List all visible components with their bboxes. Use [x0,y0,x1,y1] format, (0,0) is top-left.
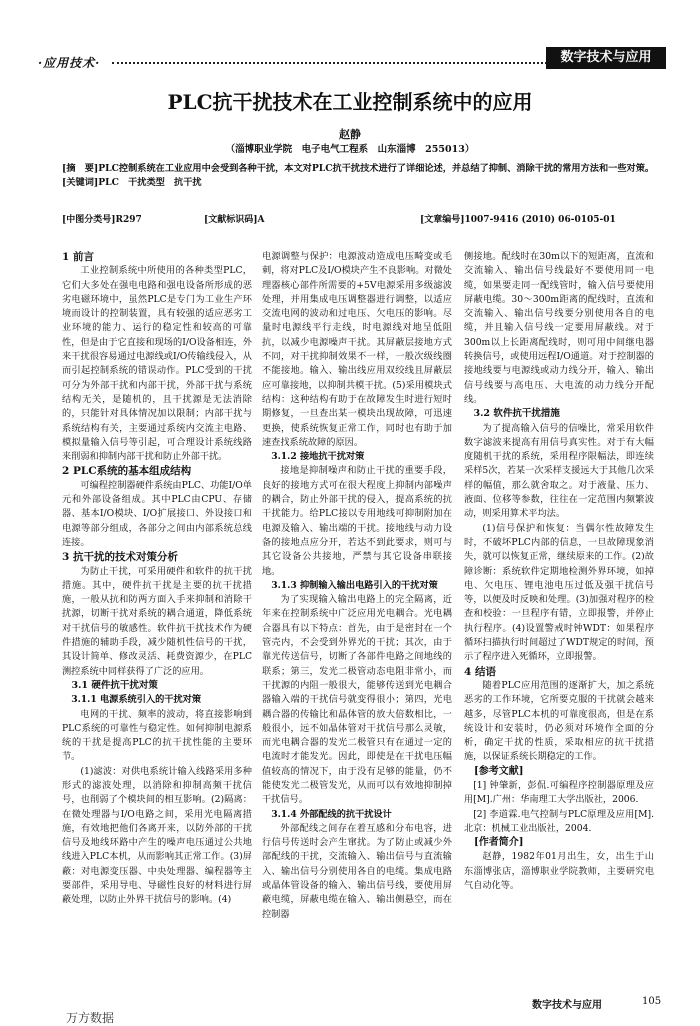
paragraph: (1)滤波：对供电系统计输入线路采用多种形式的滤波处理，以消除和抑制高频干扰信号，也削弱了个模块间的相互影响。(2)隔离：在微处理器与I/O电路之间，采用光电隔离措施，有效地把他们各离开来，以防外部的干扰信号及地线环路中产生的噪声电压通过公共地线进入PLC本机，从而影响其正常工作。(3)屏蔽：对电源变压器、中央处理器、编程器等主要部件，采用导电、导磁性良好的材料进行屏蔽处理，以防止外界干扰信号的影响。(4) [62,765,252,906]
heading-io-circuit: 3.1.3 抑制输入输出电路引入的干扰对策 [271,579,438,591]
paragraph: 侧接地。配线时在30m以下的短距离，直流和交流输入、输出信号线最好不要使用同一电缆，如果要走同一配线管时，输入信号要使用屏蔽电缆。30～300m距离的配线时，直流和交流输入、输出信号线要分别使用各自的电缆，并且输入信号线一定要用屏蔽线。对于300m以上长距离配线时，则可用中间继电器转换信号，或使用远程I/O通道。对于控制器的接地线要与电源线或动力线分开，输入、输出信号线要与高电压、大电流的动力线分开配线。 [464,251,654,405]
reference-item: [2] 李道霖.电气控制与PLC原理及应用[M].北京：机械工业出版社，2004. [464,808,654,834]
abstract-text: [摘 要]PLC控制系统在工业应用中会受到各种干扰，本文对PLC抗干扰技术进行了详细论述，并总结了抑制、消除干扰的常用方法和一些对策。 [62,163,655,174]
heading-hardware: 3.1 硬件抗干扰对策 [71,679,158,691]
heading-conclusion: 4 结语 [464,665,496,678]
paragraph: 外部配线之间存在着互感和分布电容，进行信号传送时会产生窜扰。为了防止或减少外部配线的干扰，交流输入、输出信号与直流输入、输出信号分别使用各自的电缆。集成电路或晶体管设备的输入、输出信号线，要使用屏蔽电缆，屏蔽电缆在输入、输出侧悬空，而在控制器 [262,822,452,920]
paragraph: 电网的干扰、频率的波动，将直接影响到PLC系统的可靠性与稳定性。如何抑制电源系统的干扰是提高PLC的抗干扰性能的主要环节。 [62,708,252,763]
reference-item: [1] 钟肇新，彭侃.可编程序控制器原理及应用[M].广州：华南理工大学出版社，2006. [464,779,654,806]
column-1 [62,250,252,908]
footer-journal: 数字技术与应用 [532,1000,602,1011]
watermark: 万方数据 [66,1011,115,1025]
article-number: [文章编号]1007-9416 (2010) 06-0105-01 [420,215,616,225]
heading-power-supply: 3.1.1 电源系统引入的干扰对策 [71,694,202,706]
paper-title: PLC抗干扰技术在工业控制系统中的应用 [167,90,533,114]
affiliation: （淄博职业学院 电子电气工程系 山东淄博 255013） [225,144,475,155]
heading-grounding: 3.1.2 接地抗干扰对策 [271,451,365,463]
abstract [62,162,660,190]
page-number: 105 [642,996,662,1007]
paragraph: 随着PLC应用范围的逐渐扩大，加之系统恶劣的工作环境，它所要克服的干扰就会越来越多，尽管PLC本机的可靠度很高，但是在系统设计和安装时，仍必须对环境作全面的分析，确定干扰的性质，采取相应的抗干扰措施，以保证系统长期稳定的工作。 [464,679,654,763]
paragraph: 为防止干扰，可采用硬件和软件的抗干扰措施。其中，硬件抗干扰是主要的抗干扰措施，一般从抗和防两方面入手来抑制和消除干扰源，切断干扰对系统的耦合通道，降低系统对干扰信号的敏感性。软件抗干扰技术作为硬件措施的辅助手段，减少随机性信号的干扰，其设计简单、修改灵活、耗费资源少，在PLC测控系统中同样获得了广泛的应用。 [62,565,252,677]
paragraph: (1)信号保护和恢复：当偶尔性故障发生时，不破坏PLC内部的信息，一旦故障现象消失，就可以恢复正常，继续原来的工作。(2)故障诊断：系统软件定期地检测外界环境，如掉电、欠电压、锂电池电压过低及强干扰信号等，以便及时反映和处理。(3)加强对程序的检查和校验：一旦程序有错，立即报警，并停止执行程序。(4)设置警戒时钟WDT：如果程序循环扫描执行时间超过了WDT规定的时间，预示了程序进入死循环，立即报警。 [464,522,654,663]
author: 赵静 [339,128,361,141]
heading-composition: 2 PLC系统的基本组成结构 [62,465,192,478]
heading-software: 3.2 软件抗干扰措施 [473,408,560,420]
paragraph: 为了实现输入输出电路上的完全隔离，近年来在控制系统中广泛应用光电耦合。光电耦合器具有以下特点：首先，由于是密封在一个管壳内，不会受到外界光的干扰；其次，由于靠光传送信号，切断了各部件电路之间地线的联系；第三，发光二极管动态电阻非常小，而干扰源的内阻一般很大，能够传送到光电耦合器输入端的干扰信号就变得很小；第四，光电耦合器的传输比和晶体管的放大倍数相比，一般很小，远不如晶体管对干扰信号那么灵敏，而光电耦合器的发光二极管只有在通过一定的电流时才能发光。因此，即使是在干扰电压幅值较高的情况下，由于没有足够的能量，仍不能使发光二极管发光，从而可以有效地抑制掉干扰信号。 [262,594,452,806]
heading-references: [参考文献] [474,765,524,777]
clc-number: [中图分类号]R297 [62,215,142,225]
column-2 [262,250,452,922]
heading-analysis: 3 抗干扰的技术对策分析 [62,551,178,564]
paragraph: 接地是抑制噪声和防止干扰的重要手段，良好的接地方式可在很大程度上抑制内部噪声的耦合，防止外部干扰的侵入，提高系统的抗干扰能力。给PLC接以专用地线可抑制附加在电源及输入、输出端的干扰。接地线与动力设备的接地点应分开，若达不到此要求，则可与其它设备公共接地，严禁与其它设备串联接地。 [262,465,452,577]
column-3 [464,250,654,893]
heading-author-bio: [作者简介] [474,837,524,849]
paragraph: 电源调整与保护：电源波动造成电压畸变或毛刺，将对PLC及I/O模块产生不良影响。对微处理器核心部件所需要的+5V电源采用多级滤波处理，并用集成电压调整器进行调整，以适应交流电网的波动和过电压、欠电压的影响。尽量时电源线平行走线，时电源线对地呈低阻抗，以减少电源噪声干扰。其屏蔽层接地方式不同，对干扰抑制效果不一样，一般次级线圈不能接地。输入、输出线应用双绞线且屏蔽层应可靠接地，以抑制共模干扰。(5)采用模块式结构：这种结构有助于在故障发生时进行短时期修复，一旦查出某一模块出现故障，可迅速更换，使系统恢复正常工作，同时也有助于加速查找系统故障的原因。 [262,251,452,448]
paragraph: 可编程控制器硬件系统由PLC、功能I/O单元和外部设备组成。其中PLC由CPU、存储器、基本I/O模块、I/O扩展接口、外设接口和电源等部分组成，各部分之间由内部系统总线连接。 [62,479,252,548]
heading-intro: 1 前言 [62,251,94,263]
journal-badge: 数字技术与应用 [546,47,666,69]
section-label: ·应用技术· [38,56,101,70]
keywords: [关键词]PLC 干扰类型 抗干扰 [62,177,202,188]
paragraph: 为了提高输入信号的信噪比，常采用软件数字滤波来提高有用信号真实性。对于有大幅度随机干扰的系统，采用程序限幅法，即连续采样5次，若某一次采样支援远大于其他几次采样的幅值，那么就舍取之。对于液量、压力、液面、位移等参数，往往在一定范围内频繁波动，则采用算术平均法。 [464,422,654,520]
document-code: [文献标识码]A [204,215,265,225]
paragraph: 工业控制系统中所使用的各种类型PLC，它们大多处在强电电路和强电设备所形成的恶劣电磁环境中，虽然PLC是专门为工业生产环境而设计的控制装置，具有较强的适应恶劣工业环境的能力、运行的稳定性和较高的可靠性，但是由于它直接和现场的I/O设备相连，外来干扰很容易通过电源线或I/O传输线侵入，从而引起控制系统的错误动作。PLC受到的干扰可分为外部干扰和内部干扰，外部干扰与系统结构无关，是随机的，且干扰源是无法消除的，只能针对具体情况加以限制；内部干扰与系统结构有关，主要通过系统内交流主电路、模拟量输入信号等引起，可合理设计系统线路来削弱和抑制内部干扰和防止外部干扰。 [62,265,252,463]
header-rule [112,62,547,64]
author-bio: 赵静，1982年01月出生，女，出生于山东淄博张店，淄博职业学院教师，主要研究电气自动化等。 [464,851,654,892]
heading-wiring: 3.1.4 外部配线的抗干扰设计 [271,808,392,820]
